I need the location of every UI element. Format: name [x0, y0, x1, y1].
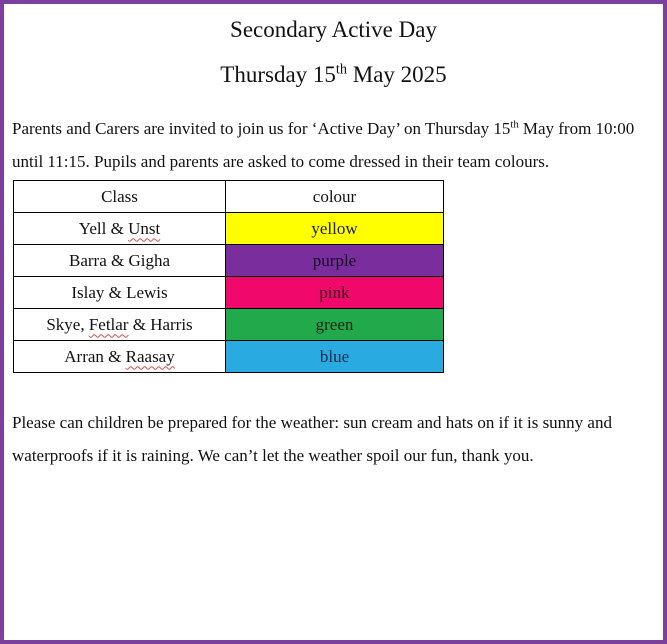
- event-date-heading: [12, 61, 655, 89]
- weather-paragraph: Please can children be prepared for the weather: sun cream and hats on if it is sunny and waterproofs if it is raining. We can’t let the weather spoil our fun, thank you.: [12, 413, 612, 465]
- class-name-rest: & Harris: [128, 314, 193, 334]
- class-cell: [14, 277, 226, 309]
- class-name: Barra & Gigha: [68, 250, 171, 270]
- class-name: Yell &: [78, 218, 129, 238]
- class-cell: [14, 245, 226, 277]
- class-cell: [14, 341, 226, 373]
- event-date-prefix: Thursday 15: [220, 62, 336, 87]
- class-name: Arran &: [64, 346, 126, 366]
- document-content: [4, 16, 663, 472]
- intro-text-after: May from 10:00 until 11:15. Pupils and parents are asked to come dressed in their team colours.: [12, 119, 635, 171]
- event-date-suffix: May 2025: [347, 62, 447, 87]
- class-cell: [14, 309, 226, 341]
- team-colours-table: [13, 180, 444, 373]
- colour-label: pink: [319, 282, 350, 302]
- colour-cell: [226, 245, 444, 277]
- colour-label: purple: [312, 250, 357, 270]
- colour-label: blue: [319, 346, 350, 366]
- table-header-row: [14, 181, 444, 213]
- table-row: [14, 245, 444, 277]
- class-name: Islay & Lewis: [71, 282, 168, 302]
- table-row: [14, 341, 444, 373]
- class-name-spellcheck: Fetlar: [88, 314, 129, 334]
- column-header-class: Class: [14, 181, 226, 213]
- page-title: Secondary Active Day: [230, 17, 437, 42]
- class-name-spellcheck: Unst: [128, 218, 161, 238]
- page-border-inner: [2, 2, 665, 642]
- colour-label: green: [315, 314, 354, 334]
- colour-cell: [226, 213, 444, 245]
- class-name-spellcheck: Raasay: [125, 346, 175, 366]
- intro-paragraph: [12, 113, 655, 178]
- colour-cell: [226, 277, 444, 309]
- class-name: Skye,: [46, 314, 89, 334]
- table-row: [14, 309, 444, 341]
- table-row: [14, 277, 444, 309]
- colour-label: yellow: [311, 218, 358, 238]
- intro-date-ordinal: th: [510, 119, 519, 131]
- event-date-ordinal: th: [335, 61, 348, 78]
- colour-cell: [226, 341, 444, 373]
- colour-cell: [226, 309, 444, 341]
- intro-text-before: Parents and Carers are invited to join us for ‘Active Day’ on Thursday 15: [12, 119, 511, 138]
- class-cell: [14, 213, 226, 245]
- column-header-colour: colour: [226, 181, 444, 213]
- table-row: [14, 213, 444, 245]
